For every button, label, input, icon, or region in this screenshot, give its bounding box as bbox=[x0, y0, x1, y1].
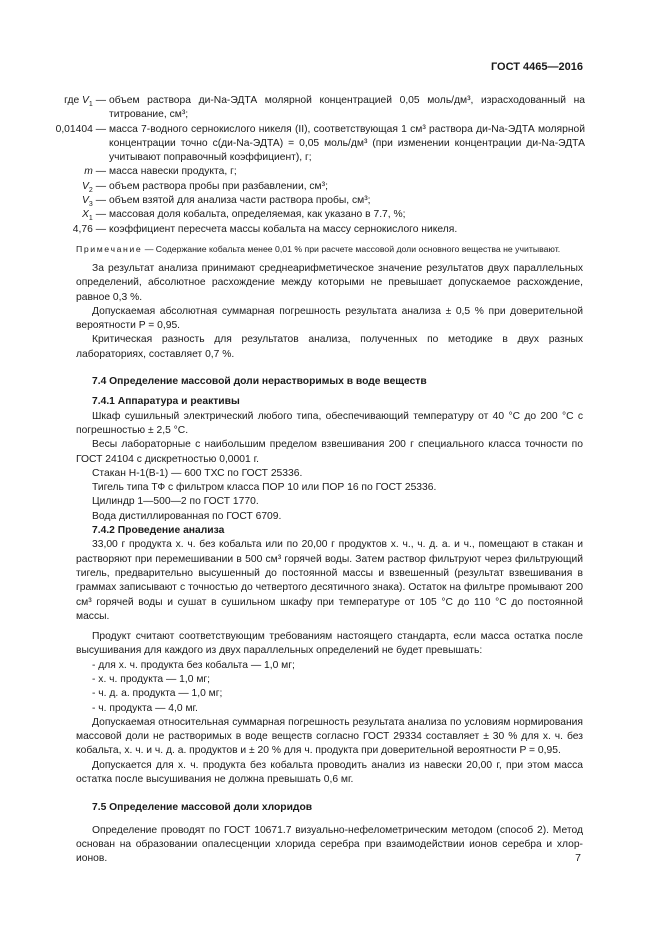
def-symbol: m — bbox=[84, 166, 106, 178]
paragraph: Вода дистиллированная по ГОСТ 6709. bbox=[92, 510, 282, 522]
paragraph: Критическая разность для результатов анализа, полученных по методике в двух разных лабораториях, составляет 0,7 %. bbox=[76, 334, 583, 360]
paragraph: Продукт считают соответствующим требованиям настоящего стандарта, если масса остатка после высушивания для каждого из двух параллельных определений не будет превышать: bbox=[76, 631, 583, 657]
def-description: коэффициент пересчета массы кобальта на массу сернокислого никеля. bbox=[109, 223, 458, 235]
paragraph: 33,00 г продукта х. ч. без кобальта или по 20,00 г продуктов х. ч., ч. д. а. и ч., помещают в стакан и растворяют при перемешивании в 500 см³ горячей воды. Затем раствор фильтруют через фильтрующий тигель, предварительно высушенный до постоянной массы и взвешенный (результат взвешивания в граммах записывают с точностью до четвертого десятичного знака). Остаток на фильтре промывают 200 см³ горячей воды и сушат в сушильном шкафу при температуре от 105 °С до 110 °С до постоянной массы. bbox=[76, 539, 583, 622]
def-symbol: 0,01404 — bbox=[55, 123, 106, 135]
def-description: масса навески продукта, г; bbox=[109, 166, 237, 178]
paragraph: Тигель типа ТФ с фильтром класса ПОР 10 или ПОР 16 по ГОСТ 25336. bbox=[92, 482, 437, 494]
def-symbol: $X_1$ — bbox=[82, 209, 106, 223]
paragraph: Допускаемая абсолютная суммарная погрешность результата анализа ± 0,5 % при доверительной вероятности P = 0,95. bbox=[76, 305, 583, 332]
note bbox=[76, 243, 583, 255]
def-description: объем раствора пробы при разбавлении, см³; bbox=[109, 180, 328, 192]
def-symbol: где $V_1$ — bbox=[64, 95, 106, 109]
def-description: объем раствора ди-Na-ЭДТА молярной концентрацией 0,05 моль/дм³, израсходованный на титрование, см³; bbox=[109, 95, 585, 121]
list-item: - ч. продукта — 4,0 мг. bbox=[92, 702, 198, 714]
paragraph: Определение проводят по ГОСТ 10671.7 визуально-нефелометрическим методом (способ 2). Метод основан на образовании опалесценции хлорида серебра при взаимодействии ионов серебра и хлор-ионов. bbox=[76, 824, 583, 865]
list-item: - х. ч. продукта — 1,0 мг; bbox=[92, 673, 211, 685]
def-description: объем взятой для анализа части раствора пробы, см³; bbox=[109, 195, 371, 207]
def-description: масса 7-водного сернокислого никеля (II), соответствующая 1 см³ раствора ди-Na-ЭДТА молярной концентрации точно с(ди-Na-ЭДТА) = 0,05 моль/дм³ (при изменении концентрации ди-Na-ЭДТА учитывают поправочный коэффициент), г; bbox=[109, 123, 585, 164]
paragraph: Стакан Н-1(В-1) — 600 ТХС по ГОСТ 25336. bbox=[92, 467, 303, 479]
list-item: - ч. д. а. продукта — 1,0 мг; bbox=[92, 688, 223, 700]
paragraph: Допускается для х. ч. продукта без кобальта проводить анализ из навески 20,00 г, при этом масса остатка после высушивания не должна превышать 0,6 мг. bbox=[76, 759, 583, 786]
section-heading: 7.5 Определение массовой доли хлоридов bbox=[92, 802, 313, 814]
def-symbol: 4,76 — bbox=[72, 223, 106, 235]
paragraph: Весы лабораторные с наибольшим пределом взвешивания 200 г специального класса точности по ГОСТ 24104 с дискретностью 0,0001 г. bbox=[76, 439, 583, 465]
subsection-heading: 7.4.2 Проведение анализа bbox=[92, 525, 225, 537]
note-label: Примечание bbox=[76, 243, 143, 254]
paragraph: Цилиндр 1—500—2 по ГОСТ 1770. bbox=[92, 496, 259, 508]
variable-definitions bbox=[15, 94, 585, 237]
def-symbol: $V_2$ — bbox=[82, 180, 106, 194]
document-header: ГОСТ 4465—2016 bbox=[490, 61, 583, 73]
page-number: 7 bbox=[575, 852, 581, 864]
def-symbol: $V_3$ — bbox=[82, 195, 106, 209]
subsection-heading: 7.4.1 Аппаратура и реактивы bbox=[92, 396, 240, 408]
def-description: массовая доля кобальта, определяемая, как указано в 7.7, %; bbox=[109, 209, 406, 221]
note-text: — Содержание кобальта менее 0,01 % при расчете массовой доли основного вещества не учитывают. bbox=[142, 243, 561, 254]
paragraph: Допускаемая относительная суммарная погрешность результата анализа по условиям нормирования массовой доли не растворимых в воде веществ согласно ГОСТ 29334 составляет ± 30 % для х. ч. без кобальта, х. ч. и ч. д. а. продуктов и ± 20 % для ч. продукта при доверительной вероятности P = 0,95. bbox=[76, 716, 583, 757]
paragraph: Шкаф сушильный электрический любого типа, обеспечивающий температуру от 40 °С до 200 °С с погрешностью ± 2,5 °С. bbox=[76, 410, 583, 436]
paragraph: За результат анализа принимают среднеарифметическое значение результатов двух параллельных определений, абсолютное расхождение между которыми не превышает допускаемое расхождение, равное 0,3 %. bbox=[76, 262, 583, 303]
page-content bbox=[55, 94, 585, 867]
section-heading: 7.4 Определение массовой доли нерастворимых в воде веществ bbox=[92, 376, 427, 388]
list-item: - для х. ч. продукта без кобальта — 1,0 мг; bbox=[92, 659, 295, 671]
